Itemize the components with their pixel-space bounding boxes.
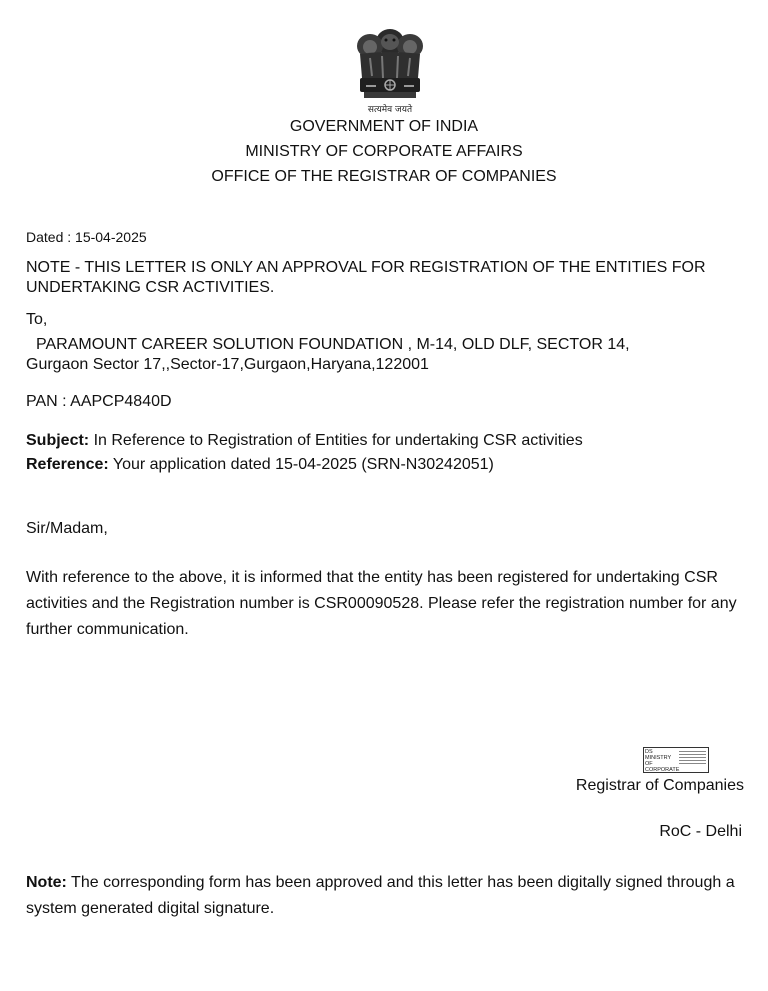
body-paragraph: With reference to the above, it is informed that the entity has been registered for undertaking CSR activities and the Registration number is CSR00090528. Please refer the registration number for any further communication.	[26, 569, 737, 638]
subject-line	[26, 432, 583, 450]
subject-label: Subject:	[26, 432, 90, 449]
address-line-2: Gurgaon Sector 17,,Sector-17,Gurgaon,Haryana,122001	[26, 356, 429, 373]
signatory-office: RoC - Delhi	[659, 823, 742, 840]
address-line-1: PARAMOUNT CAREER SOLUTION FOUNDATION , M-14, OLD DLF, SECTOR 14,	[36, 336, 630, 353]
signatory-title: Registrar of Companies	[575, 777, 744, 794]
reference-label: Reference:	[26, 456, 109, 473]
digital-signature-text: DS MINISTRY OF CORPORATE	[645, 749, 680, 773]
reference-line	[26, 456, 494, 474]
header-government: GOVERNMENT OF INDIA	[289, 118, 479, 135]
digital-signature-box	[643, 747, 709, 773]
header-ministry: MINISTRY OF CORPORATE AFFAIRS	[245, 143, 523, 160]
pan-line: PAN : AAPCP4840D	[26, 393, 172, 410]
approval-note: NOTE - THIS LETTER IS ONLY AN APPROVAL FOR REGISTRATION OF THE ENTITIES FOR UNDERTAKING CSR ACTIVITIES.	[26, 259, 706, 296]
national-emblem-icon	[340, 20, 440, 120]
emblem-motto: सत्यमेव जयते	[367, 105, 413, 115]
reference-text: Your application dated 15-04-2025 (SRN-N30242051)	[108, 456, 494, 473]
digital-signature-details	[679, 751, 706, 766]
footer-note-label: Note:	[26, 874, 67, 891]
footer-note	[26, 870, 748, 922]
to-line: To,	[26, 311, 48, 328]
subject-text: In Reference to Registration of Entities for undertaking CSR activities	[89, 432, 583, 449]
salutation: Sir/Madam,	[26, 520, 108, 537]
header-office: OFFICE OF THE REGISTRAR OF COMPANIES	[211, 168, 557, 185]
dated-line: Dated : 15-04-2025	[26, 229, 147, 245]
footer-note-text: The corresponding form has been approved and this letter has been digitally signed through a system generated digital signature.	[26, 874, 735, 917]
